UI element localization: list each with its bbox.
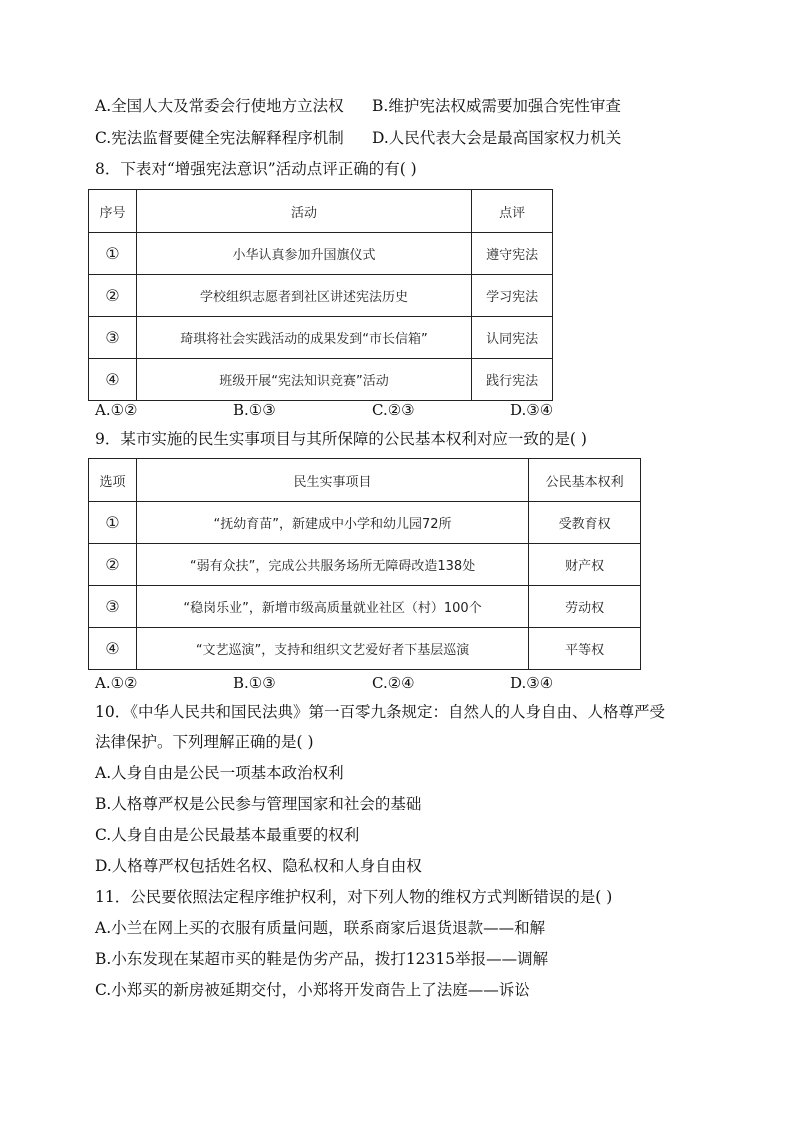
table-row: [89, 586, 641, 628]
row-number: ①: [89, 502, 137, 544]
q10-option-d: D.人格尊严权包括姓名权、隐私权和人身自由权: [95, 857, 422, 875]
q8-stem: 8．下表对“增强宪法意识”活动点评正确的有( ): [95, 160, 417, 178]
row-activity: 学校组织志愿者到社区讲述宪法历史: [136, 275, 471, 317]
q10-option-b: B.人格尊严权是公民参与管理国家和社会的基础: [95, 795, 422, 813]
row-right: 平等权: [529, 628, 641, 670]
row-number: ④: [89, 359, 137, 401]
q8-table: [88, 189, 553, 401]
q9-option-a: A.①②: [95, 674, 138, 692]
table-header-no: 序号: [89, 190, 137, 233]
q11-option-a: A.小兰在网上买的衣服有质量问题，联系商家后退货退款——和解: [95, 919, 546, 937]
q7-option-b: B.维护宪法权威需要加强合宪性审查: [372, 97, 621, 115]
q10-stem-line2: 法律保护。下列理解正确的是( ): [95, 733, 314, 751]
q10-stem-line1: 10．《中华人民共和国民法典》第一百零九条规定：自然人的人身自由、人格尊严受: [95, 703, 665, 721]
q8-option-b: B.①③: [233, 401, 276, 419]
q9-stem: 9．某市实施的民生实事项目与其所保障的公民基本权利对应一致的是( ): [95, 430, 587, 448]
table-row: [89, 628, 641, 670]
q11-stem: 11．公民要依照法定程序维护权利，对下列人物的维权方式判断错误的是( ): [95, 888, 613, 906]
q9-option-d: D.③④: [510, 674, 554, 692]
q7-option-d: D.人民代表大会是最高国家权力机关: [372, 129, 622, 147]
row-right: 财产权: [529, 544, 641, 586]
table-row: [89, 359, 553, 401]
q11-option-b: B.小东发现在某超市买的鞋是伪劣产品，拨打12315举报——调解: [95, 950, 549, 968]
row-project: “文艺巡演”，支持和组织文艺爱好者下基层巡演: [136, 628, 528, 670]
q9-table: [88, 458, 641, 670]
row-comment: 遵守宪法: [472, 233, 553, 275]
q8-option-a: A.①②: [95, 401, 138, 419]
q7-option-c: C.宪法监督要健全宪法解释程序机制: [95, 129, 344, 147]
q9-option-c: C.②④: [372, 674, 415, 692]
table-row: [89, 317, 553, 359]
table-header-right: 公民基本权利: [529, 459, 641, 502]
row-right: 受教育权: [529, 502, 641, 544]
q11-option-c: C.小郑买的新房被延期交付，小郑将开发商告上了法庭——诉讼: [95, 981, 530, 999]
table-header-project: 民生实事项目: [136, 459, 528, 502]
row-activity: 班级开展“宪法知识竞赛”活动: [136, 359, 471, 401]
q7-option-a: A.全国人大及常委会行使地方立法权: [95, 97, 344, 115]
table-header-comment: 点评: [472, 190, 553, 233]
row-number: ④: [89, 628, 137, 670]
row-right: 劳动权: [529, 586, 641, 628]
q8-option-c: C.②③: [372, 401, 415, 419]
table-row: [89, 233, 553, 275]
row-project: “弱有众扶”，完成公共服务场所无障碍改造138处: [136, 544, 528, 586]
table-header-option: 选项: [89, 459, 137, 502]
row-project: “抚幼育苗”，新建成中小学和幼儿园72所: [136, 502, 528, 544]
table-row: [89, 275, 553, 317]
row-number: ③: [89, 586, 137, 628]
row-comment: 认同宪法: [472, 317, 553, 359]
table-row: [89, 544, 641, 586]
table-header-activity: 活动: [136, 190, 471, 233]
table-row: [89, 502, 641, 544]
table-header-row: [89, 190, 553, 233]
row-number: ②: [89, 275, 137, 317]
row-activity: 小华认真参加升国旗仪式: [136, 233, 471, 275]
row-project: “稳岗乐业”，新增市级高质量就业社区（村）100个: [136, 586, 528, 628]
row-number: ②: [89, 544, 137, 586]
row-number: ①: [89, 233, 137, 275]
row-comment: 践行宪法: [472, 359, 553, 401]
q10-option-c: C.人身自由是公民最基本最重要的权利: [95, 826, 360, 844]
q9-option-b: B.①③: [233, 674, 276, 692]
row-number: ③: [89, 317, 137, 359]
q10-option-a: A.人身自由是公民一项基本政治权利: [95, 764, 344, 782]
q8-option-d: D.③④: [510, 401, 554, 419]
row-comment: 学习宪法: [472, 275, 553, 317]
row-activity: 琦琪将社会实践活动的成果发到“市长信箱”: [136, 317, 471, 359]
table-header-row: [89, 459, 641, 502]
